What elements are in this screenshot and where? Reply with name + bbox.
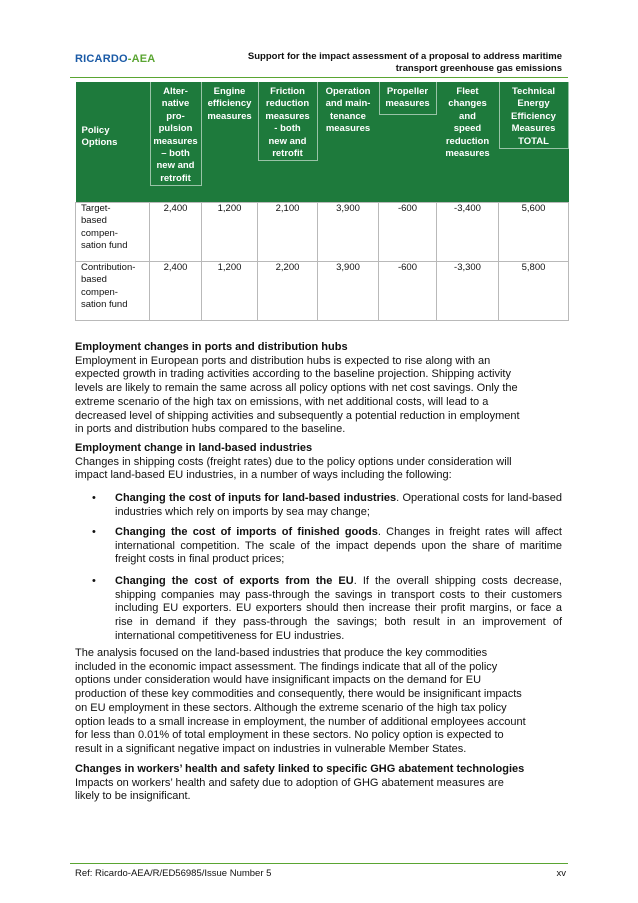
text-line: included in the economic impact assessment. The findings indicate that all of the policy <box>75 660 498 673</box>
text-line: options under consideration would have insignificant impacts on the demand for EU <box>75 674 482 687</box>
table-cell: 1,200 <box>202 262 258 321</box>
text-line: option leads to a small increase in employment, the number of additional employees account <box>75 715 526 728</box>
col-header-propeller: Propeller measures <box>379 82 437 192</box>
footer-rule <box>70 863 568 864</box>
heading-health-safety: Changes in workers’ health and safety linked to specific GHG abatement technologies <box>75 763 525 775</box>
row-label-target-based: Target- based compen- sation fund <box>76 203 150 262</box>
analysis-paragraph <box>75 647 565 757</box>
text-line: extreme scenario of the high tax on emissions, with net additional costs, will lead to a <box>75 395 489 408</box>
report-title-line-2: transport greenhouse gas emissions <box>395 63 562 74</box>
table-cell: 2,100 <box>258 203 318 262</box>
table-cell: 3,900 <box>318 262 379 321</box>
text-line: levels are likely to remain the same across all policy options with net cost savings. Only the <box>75 382 518 395</box>
col-header-alternative-propulsion: Alter- native pro- pulsion measures – both new and retrofit <box>150 82 202 192</box>
text-line: Employment in European ports and distribution hubs is expected to rise along with an <box>75 354 491 367</box>
table-cell: -600 <box>379 203 437 262</box>
col-header-friction-reduction: Friction reduction measures - both new and retrofit <box>258 82 318 192</box>
col-header-engine-efficiency: Engine efficiency measures <box>202 82 258 192</box>
col-header-operation-maintenance: Operation and main- tenance measures <box>318 82 379 192</box>
section-health-safety <box>75 763 565 804</box>
ricardo-aea-logo <box>75 53 155 65</box>
table-header-row <box>76 82 569 192</box>
text-line: The analysis focused on the land-based industries that produce the key commodities <box>75 647 488 659</box>
heading-land-based: Employment change in land-based industries <box>75 442 313 454</box>
col-header-technical-total: Technical Energy Efficiency Measures TOTAL <box>499 82 569 192</box>
text-line: Impacts on workers’ health and safety due to adoption of GHG abatement measures are <box>75 776 504 789</box>
text-line: on EU employment in these sectors. Although the extreme scenario of the high tax policy <box>75 701 507 714</box>
row-label-contribution-based: Contribution- based compen- sation fund <box>76 262 150 321</box>
bullet-icon: • <box>92 575 96 587</box>
text-line: expected growth in trading activities according to the baseline projection. Shipping activity <box>75 368 511 381</box>
table-cell: 5,800 <box>499 262 569 321</box>
heading-ports: Employment changes in ports and distribution hubs <box>75 341 348 353</box>
bullet-icon: • <box>92 526 96 538</box>
text-line: production of these key commodities and consequently, there would be insignificant impacts <box>75 688 522 701</box>
report-title <box>202 51 562 75</box>
table-cell: 5,600 <box>499 203 569 262</box>
logo-text-ricardo: RICARDO <box>75 53 128 65</box>
text-line: for less than 0.01% of total employment in these sectors. No policy option is expected to <box>75 729 504 742</box>
table-cell: 2,200 <box>258 262 318 321</box>
page-number: xv <box>556 868 566 879</box>
section-ports <box>75 341 565 437</box>
table-cell: 2,400 <box>150 262 202 321</box>
table-cell: 3,900 <box>318 203 379 262</box>
text-line: result in a significant negative impact on industries in vulnerable Member States. <box>75 742 467 755</box>
bullet-icon: • <box>92 492 96 504</box>
table-cell: -600 <box>379 262 437 321</box>
table-row <box>76 203 569 262</box>
text-line: impact land-based EU industries, in a number of ways including the following: <box>75 469 452 482</box>
text-line: in ports and distribution hubs compared to the baseline. <box>75 423 346 436</box>
policy-options-table <box>75 82 569 321</box>
text-line: likely to be insignificant. <box>75 790 191 803</box>
header-rule <box>70 77 568 78</box>
table-cell: 1,200 <box>202 203 258 262</box>
col-header-policy-options: Policy Options <box>76 82 150 192</box>
table-row <box>76 262 569 321</box>
table-cell: -3,300 <box>437 262 499 321</box>
text-line: Changes in shipping costs (freight rates) due to the policy options under consideration will <box>75 455 512 468</box>
table-cell: -3,400 <box>437 203 499 262</box>
col-header-fleet-speed: Fleet changes and speed reduction measures <box>437 82 499 192</box>
document-page: RICARDO-AEA Support for the impact assessment of a proposal to address maritime transport greenhouse gas emissions Policy Options Alter- native pro- pulsion measures – both new and retrofit Engine efficiency measures Friction reduction measures - both new and retrofit Operation and main- tenance measures Propeller measures Fleet changes and speed reduction measures Technical Energy Efficiency Measures TOTAL Target- based compen- sation fund 2,400 1,200 2,100 3,900 -600 -3,400 5,600 Contribution- based compen- sation fund 2,400 1,200 2,200 3,900 -600 -3,300 5,800 Employment changes in ports and distribution hubs Employment in European ports and distribution hubs is expected to rise along with an expected growth in trading activities according to the baseline projection. Shipping activity levels are likely to remain the same across all policy options with net cost savings. Only the extreme scenario of the high tax on emissions, with net additional costs, will lead to a decreased level of shipping activities and subsequently a potential reduction in employment in ports and distribution hubs compared to the baseline. Employment change in land-based industries Changes in shipping costs (freight rates) due to the policy options under consideration will impact land-based EU industries, in a number of ways including the following: • Changing the cost of inputs for land-based industries. Operational costs for land-based industries which rely on imports by sea may change; • Changing the cost of imports of finished goods. Changes in freight rates will affect international competition. The scale of the impact depends upon the share of maritime freight costs in final product prices; • Changing the cost of exports from the EU. If the overall shipping costs decrease, shipping companies may pass-through the savings in transport costs to their customers including EU exporters. EU exporters should then increase their profit margins, or face a rise in demand if they pass-through the savings; both result in an improvement of international competitiveness for EU industries. The analysis focused on the land-based industries that produce the key commodities included in the economic impact assessment. The findings indicate that all of the policy options under consideration would have insignificant impacts on the demand for EU production of these key commodities and consequently, there would be insignificant impacts on EU employment in these sectors. Although the extreme scenario of the high tax policy option leads to a small increase in employment, the number of additional employees account for less than 0.01% of total employment in these sectors. No policy option is expected to result in a significant negative impact on industries in vulnerable Member States. Changes in workers’ health and safety linked to specific GHG abatement technologies Impacts on workers’ health and safety due to adoption of GHG abatement measures are likely to be insignificant. Ref: Ricardo-AEA/R/ED56985/Issue Number 5 xv <box>0 0 638 903</box>
report-title-line-1: Support for the impact assessment of a proposal to address maritime <box>247 51 562 62</box>
text-line: decreased level of shipping activities and subsequently a potential reduction in employment <box>75 409 520 422</box>
logo-text-aea: -AEA <box>127 53 156 65</box>
table-cell: 2,400 <box>150 203 202 262</box>
footer-reference: Ref: Ricardo-AEA/R/ED56985/Issue Number 5 <box>75 868 272 879</box>
section-land-based <box>75 442 565 483</box>
